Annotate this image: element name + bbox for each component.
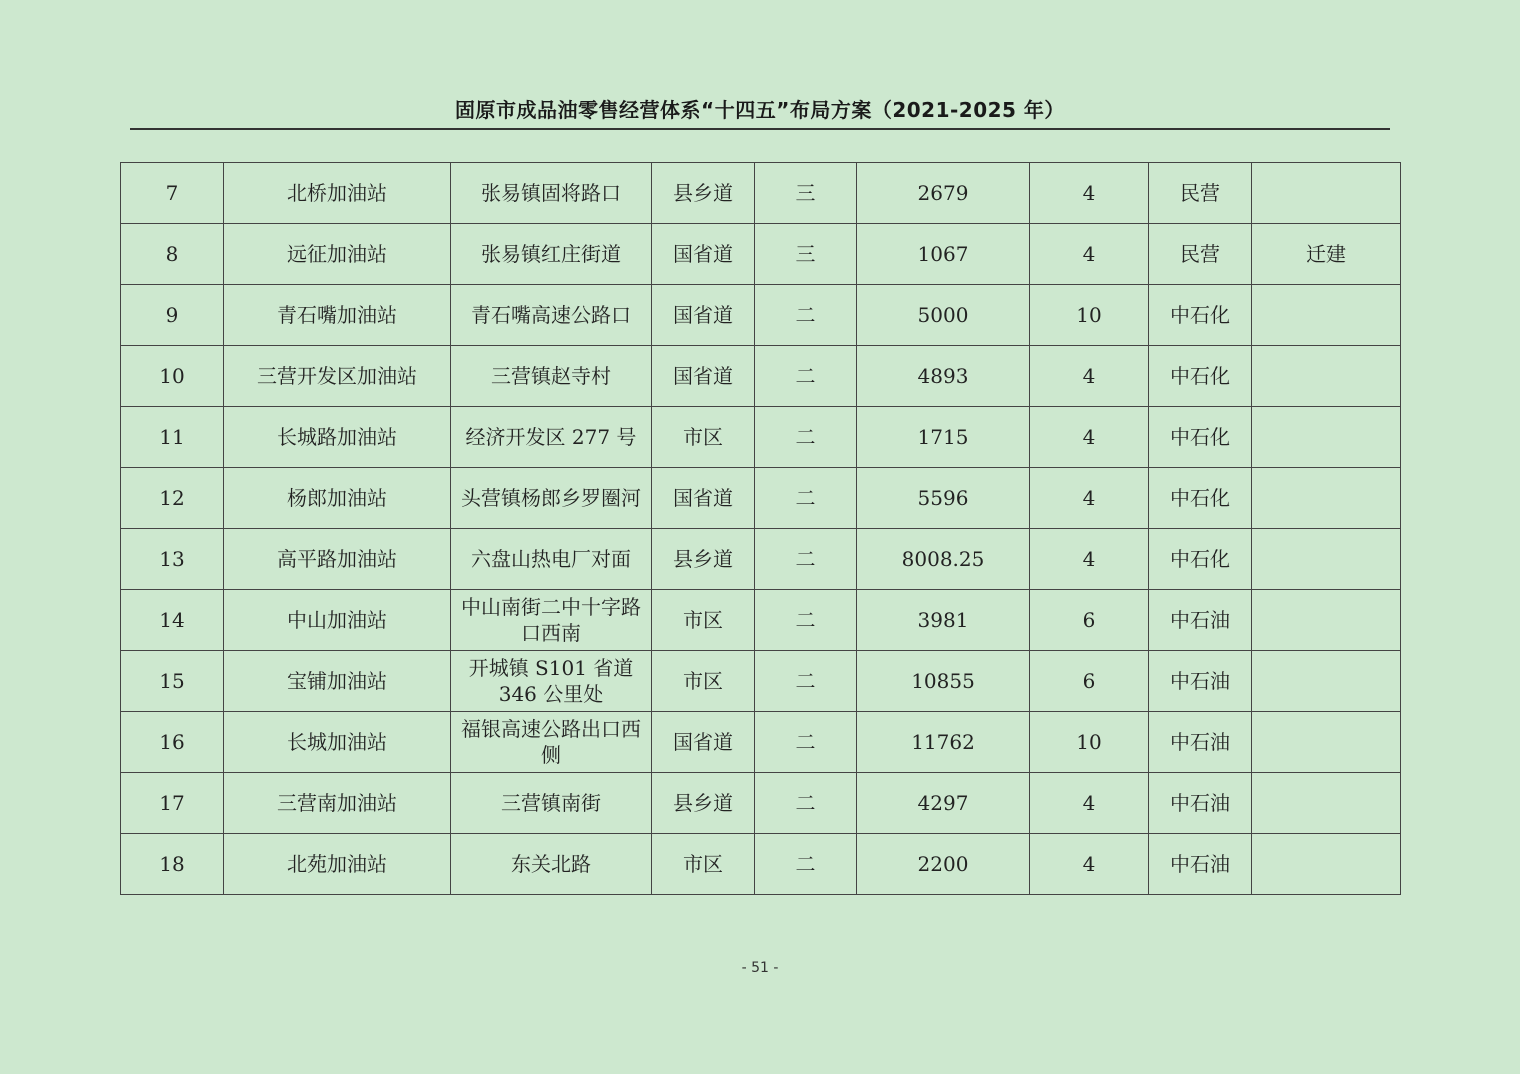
cell-note (1252, 651, 1401, 712)
cell-sales: 4893 (857, 346, 1030, 407)
cell-address: 福银高速公路出口西侧 (451, 712, 652, 773)
table-row (121, 529, 1401, 590)
cell-sales: 3981 (857, 590, 1030, 651)
cell-address: 六盘山热电厂对面 (451, 529, 652, 590)
cell-sales: 11762 (857, 712, 1030, 773)
cell-grade: 二 (755, 834, 857, 895)
cell-owner: 中石油 (1149, 773, 1252, 834)
cell-number: 8 (121, 224, 224, 285)
cell-sales: 5596 (857, 468, 1030, 529)
cell-sales: 1715 (857, 407, 1030, 468)
cell-address: 开城镇 S101 省道 346 公里处 (451, 651, 652, 712)
cell-station-name: 高平路加油站 (224, 529, 451, 590)
cell-sales: 5000 (857, 285, 1030, 346)
cell-guns: 4 (1030, 163, 1149, 224)
gas-station-table (120, 162, 1401, 895)
cell-note (1252, 712, 1401, 773)
cell-address: 张易镇固将路口 (451, 163, 652, 224)
cell-note (1252, 346, 1401, 407)
cell-number: 18 (121, 834, 224, 895)
cell-road-type: 国省道 (652, 224, 755, 285)
cell-owner: 中石油 (1149, 590, 1252, 651)
cell-road-type: 国省道 (652, 346, 755, 407)
cell-owner: 中石油 (1149, 651, 1252, 712)
cell-grade: 二 (755, 712, 857, 773)
cell-note (1252, 834, 1401, 895)
cell-note (1252, 773, 1401, 834)
table-row (121, 285, 1401, 346)
table-row (121, 468, 1401, 529)
document-header-title: 固原市成品油零售经营体系“十四五”布局方案（2021-2025 年） (455, 98, 1065, 122)
cell-owner: 中石化 (1149, 346, 1252, 407)
cell-owner: 民营 (1149, 163, 1252, 224)
cell-guns: 4 (1030, 346, 1149, 407)
cell-address: 三营镇南街 (451, 773, 652, 834)
cell-guns: 4 (1030, 224, 1149, 285)
cell-address: 三营镇赵寺村 (451, 346, 652, 407)
cell-number: 12 (121, 468, 224, 529)
cell-note (1252, 285, 1401, 346)
cell-sales: 2200 (857, 834, 1030, 895)
cell-guns: 10 (1030, 285, 1149, 346)
cell-station-name: 北苑加油站 (224, 834, 451, 895)
cell-note (1252, 468, 1401, 529)
cell-address: 经济开发区 277 号 (451, 407, 652, 468)
cell-owner: 中石化 (1149, 468, 1252, 529)
cell-owner: 中石化 (1149, 529, 1252, 590)
cell-address: 东关北路 (451, 834, 652, 895)
cell-station-name: 北桥加油站 (224, 163, 451, 224)
cell-grade: 二 (755, 285, 857, 346)
cell-number: 15 (121, 651, 224, 712)
cell-road-type: 县乡道 (652, 163, 755, 224)
cell-station-name: 三营开发区加油站 (224, 346, 451, 407)
table-row (121, 773, 1401, 834)
cell-road-type: 国省道 (652, 468, 755, 529)
cell-number: 16 (121, 712, 224, 773)
cell-address: 青石嘴高速公路口 (451, 285, 652, 346)
cell-road-type: 县乡道 (652, 773, 755, 834)
table-row (121, 346, 1401, 407)
cell-grade: 三 (755, 224, 857, 285)
cell-sales: 4297 (857, 773, 1030, 834)
cell-sales: 10855 (857, 651, 1030, 712)
cell-number: 17 (121, 773, 224, 834)
cell-station-name: 青石嘴加油站 (224, 285, 451, 346)
cell-grade: 二 (755, 529, 857, 590)
cell-owner: 中石化 (1149, 285, 1252, 346)
cell-note (1252, 163, 1401, 224)
cell-grade: 二 (755, 346, 857, 407)
table-row (121, 834, 1401, 895)
table-row (121, 163, 1401, 224)
cell-station-name: 杨郎加油站 (224, 468, 451, 529)
cell-road-type: 市区 (652, 834, 755, 895)
table-row (121, 651, 1401, 712)
cell-guns: 4 (1030, 468, 1149, 529)
cell-road-type: 国省道 (652, 285, 755, 346)
cell-grade: 二 (755, 651, 857, 712)
cell-guns: 4 (1030, 529, 1149, 590)
cell-road-type: 市区 (652, 407, 755, 468)
cell-guns: 10 (1030, 712, 1149, 773)
table-row (121, 590, 1401, 651)
cell-station-name: 长城加油站 (224, 712, 451, 773)
cell-guns: 4 (1030, 773, 1149, 834)
cell-number: 10 (121, 346, 224, 407)
cell-note: 迁建 (1252, 224, 1401, 285)
cell-sales: 2679 (857, 163, 1030, 224)
cell-owner: 中石化 (1149, 407, 1252, 468)
cell-address: 张易镇红庄街道 (451, 224, 652, 285)
cell-number: 9 (121, 285, 224, 346)
table-row (121, 224, 1401, 285)
cell-road-type: 国省道 (652, 712, 755, 773)
cell-grade: 二 (755, 590, 857, 651)
cell-station-name: 中山加油站 (224, 590, 451, 651)
cell-owner: 民营 (1149, 224, 1252, 285)
cell-grade: 二 (755, 407, 857, 468)
cell-note (1252, 590, 1401, 651)
page-number: - 51 - (741, 960, 779, 976)
cell-note (1252, 407, 1401, 468)
cell-station-name: 长城路加油站 (224, 407, 451, 468)
cell-guns: 6 (1030, 651, 1149, 712)
cell-station-name: 三营南加油站 (224, 773, 451, 834)
header-divider (130, 128, 1390, 130)
cell-sales: 8008.25 (857, 529, 1030, 590)
table-row (121, 712, 1401, 773)
cell-station-name: 远征加油站 (224, 224, 451, 285)
table-row (121, 407, 1401, 468)
cell-guns: 4 (1030, 834, 1149, 895)
cell-owner: 中石油 (1149, 712, 1252, 773)
cell-number: 7 (121, 163, 224, 224)
cell-guns: 6 (1030, 590, 1149, 651)
cell-owner: 中石油 (1149, 834, 1252, 895)
cell-station-name: 宝铺加油站 (224, 651, 451, 712)
cell-address: 头营镇杨郎乡罗圈河 (451, 468, 652, 529)
cell-road-type: 市区 (652, 590, 755, 651)
cell-number: 14 (121, 590, 224, 651)
cell-number: 11 (121, 407, 224, 468)
cell-road-type: 县乡道 (652, 529, 755, 590)
cell-grade: 二 (755, 468, 857, 529)
table-body (121, 163, 1401, 895)
cell-road-type: 市区 (652, 651, 755, 712)
cell-sales: 1067 (857, 224, 1030, 285)
cell-grade: 二 (755, 773, 857, 834)
cell-address: 中山南街二中十字路口西南 (451, 590, 652, 651)
cell-guns: 4 (1030, 407, 1149, 468)
cell-note (1252, 529, 1401, 590)
cell-grade: 三 (755, 163, 857, 224)
cell-number: 13 (121, 529, 224, 590)
